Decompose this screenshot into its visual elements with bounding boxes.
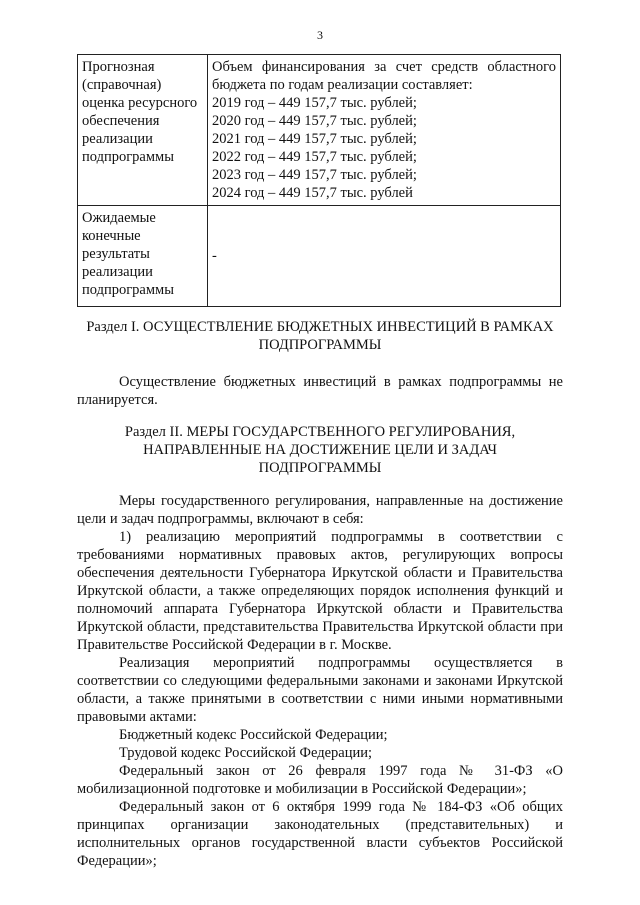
financing-year-2021: 2021 год – 449 157,7 тыс. рублей; [212,131,417,147]
section-1-text: Осуществление бюджетных инвестиций в рамках подпрограммы не планируется. [77,374,563,408]
table-row [78,55,561,206]
financing-intro: Объем финансирования за счет средств областного бюджета по годам реализации составляет: [212,59,556,93]
measure-item-1: 1) реализацию мероприятий подпрограммы в соответствии с требованиями нормативных правовых актов, регулирующих вопросы обеспечения деятельности Губернатора Иркутской области и Правительства Иркутской области, а также определяющих порядок исполнения функций и полномочий аппарата Губернатора Иркутской области и Правительства Иркутской области, представительства Правительства Иркутской области при Правительстве Российской Федерации в г. Москве. [77,529,563,653]
page-number: 3 [317,28,323,42]
financing-year-2020: 2020 год – 449 157,7 тыс. рублей; [212,113,417,129]
table-row [78,206,561,307]
act-federal-law-31: Федеральный закон от 26 февраля 1997 года № 31-ФЗ «О мобилизационной подготовке и мобилизации в Российской Федерации»; [77,763,563,797]
act-labor-code: Трудовой кодекс Российской Федерации; [119,745,372,761]
results-value-cell: - [208,206,561,307]
forecast-value-cell [208,55,561,206]
act-budget-code: Бюджетный кодекс Российской Федерации; [119,727,388,743]
financing-year-2022: 2022 год – 449 157,7 тыс. рублей; [212,149,417,165]
act-federal-law-184: Федеральный закон от 6 октября 1999 года № 184-ФЗ «Об общих принципах организации законодательных (представительных) и исполнительных органов государственной власти субъектов Российской Федерации»; [77,799,563,869]
financing-year-2024: 2024 год – 449 157,7 тыс. рублей [212,185,413,201]
section-2-intro: Меры государственного регулирования, направленные на достижение цели и задач подпрограммы, включают в себя: [77,493,563,527]
financing-year-2019: 2019 год – 449 157,7 тыс. рублей; [212,95,417,111]
subprogram-passport-table [77,54,561,307]
section-1-heading: Раздел I. ОСУЩЕСТВЛЕНИЕ БЮДЖЕТНЫХ ИНВЕСТИЦИЙ В РАМКАХ ПОДПРОГРАММЫ [86,319,554,353]
financing-year-2023: 2023 год – 449 157,7 тыс. рублей; [212,167,417,183]
forecast-label-cell: Прогнозная (справочная) оценка ресурсного обеспечения реализации подпрограммы [78,55,208,206]
section-2-heading: Раздел II. МЕРЫ ГОСУДАРСТВЕННОГО РЕГУЛИРОВАНИЯ, НАПРАВЛЕННЫЕ НА ДОСТИЖЕНИЕ ЦЕЛИ И ЗАДАЧ ПОДПРОГРАММЫ [124,424,516,476]
implementation-paragraph: Реализация мероприятий подпрограммы осуществляется в соответствии со следующими федеральными законами и законами Иркутской области, а также принятыми в соответствии с ними иными нормативными правовыми актами: [77,655,563,725]
results-label-cell: Ожидаемые конечные результаты реализации подпрограммы [78,206,208,307]
